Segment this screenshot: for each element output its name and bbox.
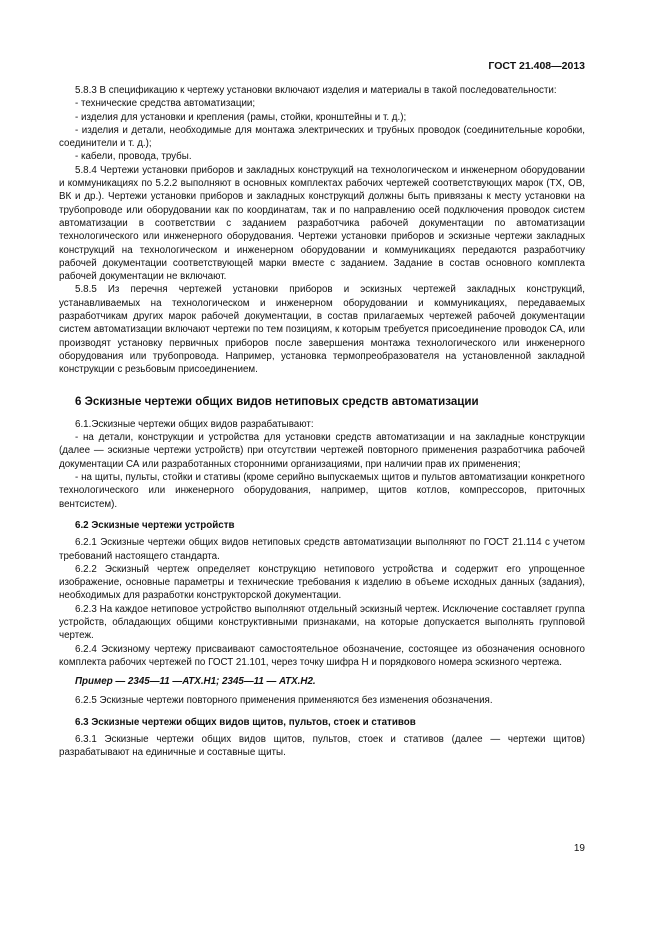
paragraph-5-8-5: 5.8.5 Из перечня чертежей установки приборов и эскизных чертежей закладных конструкций, устанавливаемых на технологическом и инженерном оборудовании и коммуникациях, передаваемых разработчикам других марок рабочей документации, в состав прилагаемых чертежей рабочей документации систем автоматизации включают чертежи по тем позициям, к которым требуется присоединение проводок СА, или производят установку первичных приборов после завершения монтажа технологического или инженерного оборудования или трубопровода. Например, установка термопреобразователя на установленной закладной конструкции с резьбовым присоединением. [59,284,585,376]
section-6-3-heading: 6.3 Эскизные чертежи общих видов щитов, пультов, стоек и стативов [75,716,416,728]
page-number: 19 [573,843,585,854]
paragraph-6-2-5: 6.2.5 Эскизные чертежи повторного применения применяются без изменения обозначения. [75,695,493,707]
list-item: - технические средства автоматизации; [75,98,256,110]
section-6-2-heading: 6.2 Эскизные чертежи устройств [75,519,235,531]
paragraph-6-2-4: 6.2.4 Эскизному чертежу присваивают самостоятельное обозначение, состоящее из обозначения основного комплекта рабочих чертежей по ГОСТ 21.101, через точку шифра Н и порядкового номера эскизного чертежа. [59,643,585,668]
list-item: - изделия и детали, необходимые для монтажа электрических и трубных проводок (соединительные коробки, соединители и т. д.); [59,124,585,150]
list-item: - изделия для установки и крепления (рамы, стойки, кронштейны и т. д.); [75,111,407,123]
list-item: - на щиты, пульты, стойки и стативы (кроме серийно выпускаемых щитов и пультов автоматизации конкретного технологического или инженерного оборудования, например, щитов котлов, компрессоров, приточных вентсистем). [59,472,585,510]
list-item: - на детали, конструкции и устройства для установки средств автоматизации и на закладные конструкции (далее — эскизные чертежи устройств) при отсутствии чертежей повторного применения разработчика рабочей документации СА или разработанных сторонними организациями, при наличии прав их применения; [59,432,585,470]
paragraph-6-2-3: 6.2.3 На каждое нетиповое устройство выполняют отдельный эскизный чертеж. Исключение составляет группа устройств, обладающих общими конструктивными признаками, на которые допускается выполнять групповой чертеж. [59,603,585,642]
page-body [59,84,585,760]
paragraph-5-8-4: 5.8.4 Чертежи установки приборов и закладных конструкций на технологическом и инженерном оборудовании и коммуникациях по 5.2.2 выполняют в основных комплектах рабочих чертежей соответствующих марок (ТХ, ОВ, ВК и др.). Чертежи установки приборов и закладных конструкций должны быть привязаны к месту установки на трубопроводе или оборудовании как по координатам, так и по направлению осей подключения проводок систем автоматизации в соответствии с заданием разработчика рабочей документации по автоматизации технологического или инженерного оборудования. Чертежи установки приборов и эскизные чертежи закладных конструкций на технологическом и инженерном оборудовании и коммуникациях передаются разработчику рабочей документации соответствующей марки вместе с заданием. Задание в состав основного комплекта рабочей документации не включают. [59,164,585,283]
section-6-heading: 6 Эскизные чертежи общих видов нетиповых средств автоматизации [75,394,479,408]
paragraph-5-8-3: 5.8.3 В спецификацию к чертежу установки включают изделия и материалы в такой последовательности: [75,85,557,96]
paragraph-6-1: 6.1.Эскизные чертежи общих видов разрабатывают: [75,418,314,430]
paragraph-6-2-1: 6.2.1 Эскизные чертежи общих видов нетиповых средств автоматизации выполняют по ГОСТ 21.114 с учетом требований настоящего стандарта. [59,537,585,562]
standard-header: ГОСТ 21.408—2013 [488,60,585,72]
example-line: Пример — 2345—11 —АТХ.Н1; 2345—11 — АТХ.Н2. [75,676,316,688]
paragraph-6-3-1: 6.3.1 Эскизные чертежи общих видов щитов, пультов, стоек и стативов (далее — чертежи щитов) разрабатывают на единичные и составные щиты. [59,734,585,759]
paragraph-6-2-2: 6.2.2 Эскизный чертеж определяет конструкцию нетипового устройства и содержит его упрощенное изображение, основные параметры и технические требования к изделию в объеме исходных данных (задания), необходимых для разработки конструкторской документации. [59,563,585,602]
list-item: - кабели, провода, трубы. [75,151,192,163]
